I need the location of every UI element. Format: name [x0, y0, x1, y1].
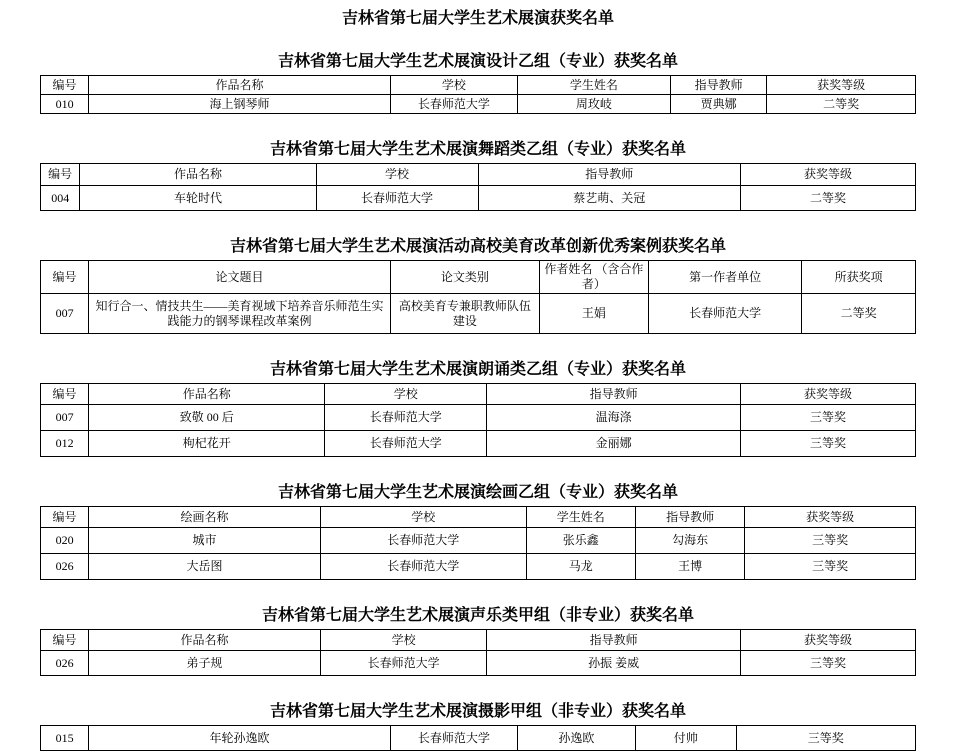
award-table — [40, 383, 916, 457]
award-table — [40, 725, 916, 751]
column-header: 获奖等级 — [767, 76, 916, 95]
table-cell: 高校美育专兼职教师队伍建设 — [391, 294, 540, 334]
column-header: 指导教师 — [487, 630, 741, 651]
award-table — [40, 260, 916, 334]
section-title: 吉林省第七届大学生艺术展演朗诵类乙组（专业）获奖名单 — [269, 359, 686, 378]
table-cell: 周玫岐 — [517, 95, 670, 114]
column-header: 编号 — [41, 630, 89, 651]
column-header: 论文题目 — [89, 261, 391, 294]
table-row — [41, 554, 916, 580]
header-row — [41, 76, 916, 95]
column-header: 指导教师 — [478, 164, 741, 186]
table-cell: 二等奖 — [767, 95, 916, 114]
table-cell: 004 — [41, 186, 80, 211]
section-title: 吉林省第七届大学生艺术展演声乐类甲组（非专业）获奖名单 — [261, 605, 694, 624]
header-row — [41, 507, 916, 528]
table-cell: 长春师范大学 — [316, 186, 478, 211]
table-cell: 026 — [41, 651, 89, 676]
column-header: 作品名称 — [80, 164, 316, 186]
table-cell: 海上钢琴师 — [89, 95, 391, 114]
column-header: 学生姓名 — [517, 76, 670, 95]
table-cell: 长春师范大学 — [321, 528, 527, 554]
table-cell: 三等奖 — [741, 431, 916, 457]
column-header: 绘画名称 — [89, 507, 321, 528]
column-header: 编号 — [41, 507, 89, 528]
table-row — [41, 431, 916, 457]
table-cell: 三等奖 — [745, 554, 916, 580]
table-row — [41, 726, 916, 751]
header-row — [41, 261, 916, 294]
section-title: 吉林省第七届大学生艺术展演绘画乙组（专业）获奖名单 — [277, 482, 678, 501]
table-cell: 二等奖 — [741, 186, 916, 211]
column-header: 第一作者单位 — [649, 261, 802, 294]
table-cell: 蔡艺萌、关冠 — [478, 186, 741, 211]
table-cell: 城市 — [89, 528, 321, 554]
column-header: 学校 — [321, 630, 487, 651]
column-header: 论文类别 — [391, 261, 540, 294]
sections-container — [40, 51, 916, 751]
award-section — [40, 51, 916, 114]
table-cell: 010 — [41, 95, 89, 114]
award-table — [40, 506, 916, 580]
table-cell: 三等奖 — [736, 726, 915, 751]
table-cell: 007 — [41, 405, 89, 431]
column-header: 获奖等级 — [745, 507, 916, 528]
table-cell: 007 — [41, 294, 89, 334]
table-cell: 长春师范大学 — [649, 294, 802, 334]
column-header: 学校 — [325, 384, 487, 405]
table-cell: 长春师范大学 — [321, 554, 527, 580]
table-cell: 车轮时代 — [80, 186, 316, 211]
column-header: 学校 — [321, 507, 527, 528]
column-header: 编号 — [41, 76, 89, 95]
table-cell: 弟子规 — [89, 651, 321, 676]
award-section — [40, 701, 916, 751]
table-row — [41, 651, 916, 676]
section-title: 吉林省第七届大学生艺术展演设计乙组（专业）获奖名单 — [277, 51, 678, 70]
table-row — [41, 294, 916, 334]
column-header: 获奖等级 — [741, 630, 916, 651]
column-header: 作品名称 — [89, 384, 325, 405]
table-cell: 王娟 — [539, 294, 648, 334]
column-header: 指导教师 — [636, 507, 745, 528]
document-title: 吉林省第七届大学生艺术展演获奖名单 — [341, 8, 614, 27]
section-title: 吉林省第七届大学生艺术展演舞蹈类乙组（专业）获奖名单 — [269, 139, 686, 158]
table-cell: 付帅 — [636, 726, 737, 751]
table-cell: 致敬 00 后 — [89, 405, 325, 431]
table-cell: 王博 — [636, 554, 745, 580]
table-cell: 知行合一、情技共生——美育视域下培养音乐师范生实践能力的钢琴课程改革案例 — [89, 294, 391, 334]
column-header: 作品名称 — [89, 76, 391, 95]
table-cell: 长春师范大学 — [325, 431, 487, 457]
column-header: 编号 — [41, 384, 89, 405]
table-cell: 015 — [41, 726, 89, 751]
column-header: 作者姓名 （含合作者） — [539, 261, 648, 294]
column-header: 所获奖项 — [802, 261, 916, 294]
column-header: 指导教师 — [487, 384, 741, 405]
column-header: 学校 — [391, 76, 518, 95]
column-header: 作品名称 — [89, 630, 321, 651]
column-header: 获奖等级 — [741, 384, 916, 405]
table-cell: 金丽娜 — [487, 431, 741, 457]
table-cell: 张乐鑫 — [526, 528, 635, 554]
table-cell: 长春师范大学 — [325, 405, 487, 431]
table-cell: 大岳图 — [89, 554, 321, 580]
table-row — [41, 405, 916, 431]
table-cell: 勾海东 — [636, 528, 745, 554]
award-section — [40, 139, 916, 211]
table-cell: 孙逸欧 — [517, 726, 635, 751]
table-cell: 二等奖 — [802, 294, 916, 334]
section-title: 吉林省第七届大学生艺术展演活动高校美育改革创新优秀案例获奖名单 — [229, 236, 726, 255]
award-table — [40, 629, 916, 676]
table-cell: 马龙 — [526, 554, 635, 580]
table-row — [41, 95, 916, 114]
table-cell: 贾典娜 — [671, 95, 767, 114]
column-header: 编号 — [41, 164, 80, 186]
award-section — [40, 482, 916, 580]
column-header: 指导教师 — [671, 76, 767, 95]
award-section — [40, 605, 916, 676]
award-table — [40, 75, 916, 114]
table-cell: 长春师范大学 — [391, 95, 518, 114]
column-header: 学校 — [316, 164, 478, 186]
table-cell: 长春师范大学 — [391, 726, 518, 751]
table-cell: 长春师范大学 — [321, 651, 487, 676]
column-header: 学生姓名 — [526, 507, 635, 528]
column-header: 获奖等级 — [741, 164, 916, 186]
table-cell: 012 — [41, 431, 89, 457]
table-row — [41, 186, 916, 211]
table-cell: 年轮孙逸欧 — [89, 726, 391, 751]
table-cell: 三等奖 — [745, 528, 916, 554]
award-section — [40, 236, 916, 334]
table-cell: 020 — [41, 528, 89, 554]
award-table — [40, 163, 916, 211]
section-title: 吉林省第七届大学生艺术展演摄影甲组（非专业）获奖名单 — [269, 701, 686, 720]
header-row — [41, 384, 916, 405]
column-header: 编号 — [41, 261, 89, 294]
table-cell: 枸杞花开 — [89, 431, 325, 457]
table-cell: 026 — [41, 554, 89, 580]
award-section — [40, 359, 916, 457]
table-cell: 孙振 姜威 — [487, 651, 741, 676]
table-row — [41, 528, 916, 554]
table-cell: 三等奖 — [741, 651, 916, 676]
table-cell: 温海涤 — [487, 405, 741, 431]
header-row — [41, 164, 916, 186]
table-cell: 三等奖 — [741, 405, 916, 431]
header-row — [41, 630, 916, 651]
